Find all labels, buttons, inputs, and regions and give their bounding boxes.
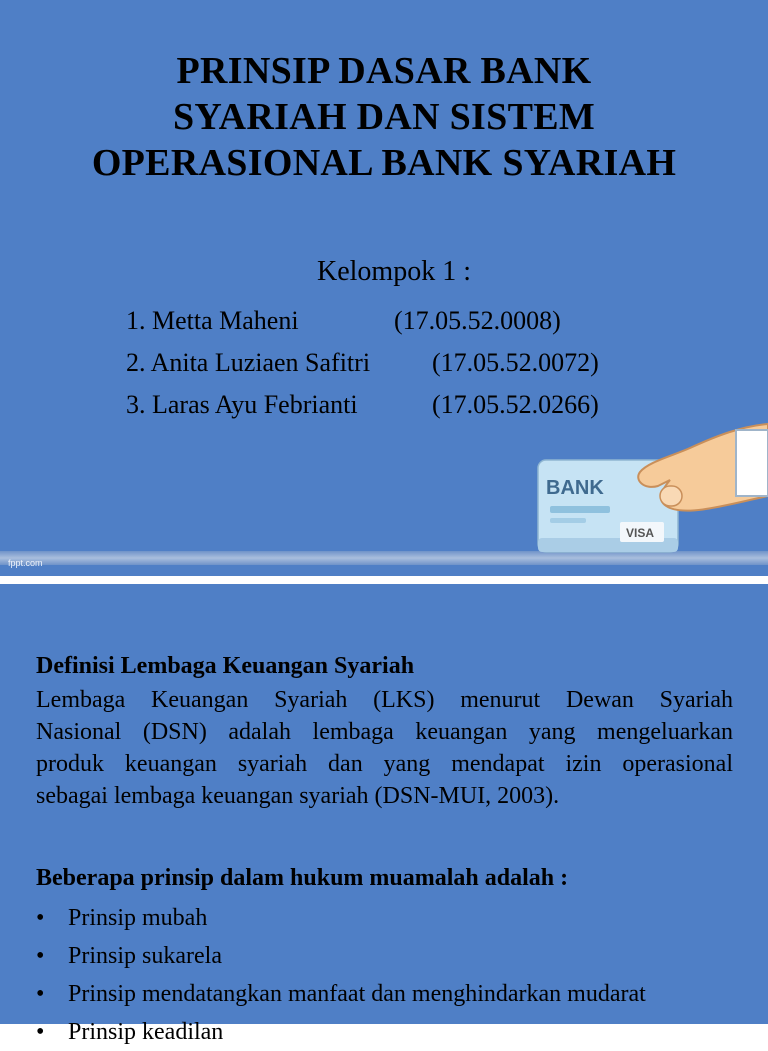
list-item: • Prinsip sukarela — [36, 937, 768, 975]
definition-paragraph — [36, 684, 733, 812]
member-name: 3. Laras Ayu Febrianti — [126, 390, 358, 419]
member-row — [126, 306, 561, 336]
definition-heading: Definisi Lembaga Keuangan Syariah — [36, 653, 415, 679]
title-line: PRINSIP DASAR BANK — [176, 50, 592, 92]
hand-holding-card-illustration — [520, 420, 768, 560]
member-row — [126, 390, 599, 420]
card-bank-text: BANK — [546, 477, 604, 499]
title-line: SYARIAH DAN SISTEM — [172, 96, 596, 138]
list-item: • Prinsip mendatangkan manfaat dan menghindarkan mudarat — [36, 975, 768, 1013]
member-id: (17.05.52.0008) — [394, 306, 561, 335]
paragraph-line: Lembaga Keuangan Syariah (LKS) menurut Dewan Syariah — [36, 687, 733, 713]
list-item: • Prinsip mubah — [36, 899, 768, 937]
member-row — [126, 348, 599, 378]
member-name: 1. Metta Maheni — [126, 306, 299, 335]
group-label: Kelompok 1 : — [317, 256, 471, 287]
member-id: (17.05.52.0072) — [432, 348, 599, 377]
principles-list — [36, 899, 768, 1051]
title-line: OPERASIONAL BANK SYARIAH — [91, 142, 677, 184]
paragraph-line: Nasional (DSN) adalah lembaga keuangan yang mengeluarkan — [36, 719, 733, 745]
paragraph-line: sebagai lembaga keuangan syariah (DSN-MUI, 2003). — [36, 783, 560, 809]
member-name: 2. Anita Luziaen Safitri — [126, 348, 371, 377]
principles-heading: Beberapa prinsip dalam hukum muamalah adalah : — [36, 865, 569, 891]
paragraph-line: produk keuangan syariah dan yang mendapat izin operasional — [36, 751, 733, 777]
list-item: • Prinsip keadilan — [36, 1013, 768, 1051]
watermark: fppt.com — [8, 558, 43, 568]
slide-title — [40, 48, 728, 186]
card-visa-text: VISA — [626, 526, 655, 540]
member-id: (17.05.52.0266) — [432, 390, 599, 419]
